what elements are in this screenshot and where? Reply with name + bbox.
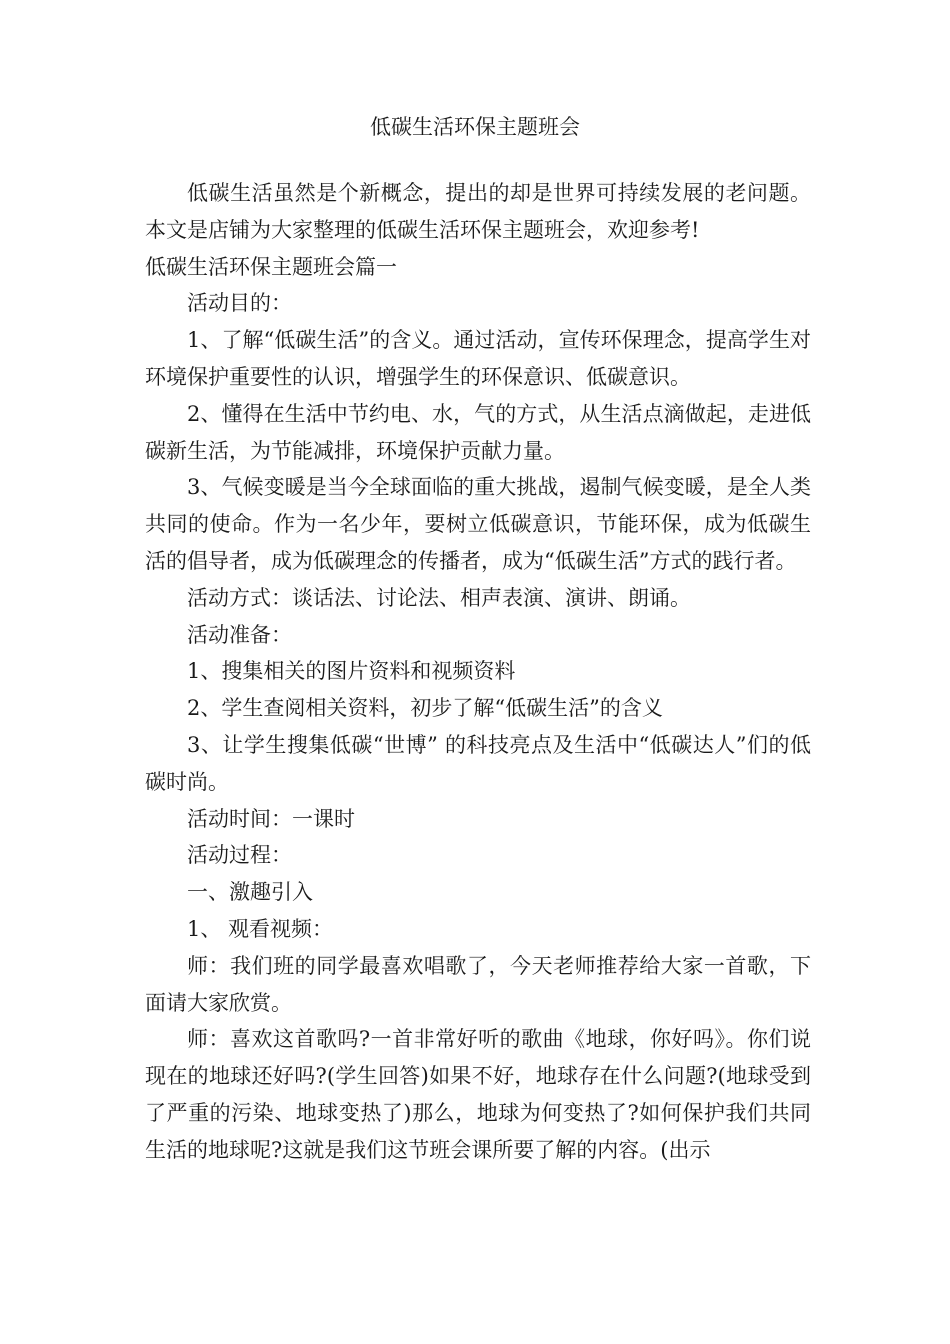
paragraph: 1、搜集相关的图片资料和视频资料 (187, 659, 516, 684)
paragraph: 活动目的： (187, 291, 292, 316)
document-body (145, 175, 811, 1169)
paragraph: 低碳生活虽然是个新概念，提出的却是世界可持续发展的老问题。本文是店铺为大家整理的低碳生活环保主题班会，欢迎参考! (145, 181, 811, 242)
paragraph: 活动方式：谈话法、讨论法、相声表演、演讲、朗诵。 (187, 585, 691, 610)
paragraph: 师：喜欢这首歌吗?一首非常好听的歌曲《地球，你好吗》。你们说现在的地球还好吗?(学生回答)如果不好，地球存在什么问题?(地球受到了严重的污染、地球变热了)那么，地球为何变热了?如何保护我们共同生活的地球呢?这就是我们这节班会课所要了解的内容。(出示 (145, 1027, 811, 1162)
paragraph: 一、激趣引入 (187, 880, 313, 905)
paragraph: 3、气候变暖是当今全球面临的重大挑战，遏制气候变暖，是全人类共同的使命。作为一名少年，要树立低碳意识，节能环保，成为低碳生活的倡导者，成为低碳理念的传播者，成为“低碳生活”方式的践行者。 (145, 475, 811, 573)
paragraph: 师：我们班的同学最喜欢唱歌了，今天老师推荐给大家一首歌，下面请大家欣赏。 (145, 953, 811, 1015)
paragraph: 2、学生查阅相关资料，初步了解“低碳生活”的含义 (187, 696, 663, 721)
paragraph: 2、懂得在生活中节约电、水，气的方式，从生活点滴做起，走进低碳新生活，为节能减排，环境保护贡献力量。 (145, 401, 811, 463)
paragraph: 活动时间：一课时 (187, 806, 355, 831)
paragraph: 1、 观看视频： (187, 916, 334, 941)
paragraph: 3、让学生搜集低碳“世博” 的科技亮点及生活中“低碳达人”们的低碳时尚。 (145, 732, 811, 794)
paragraph: 活动过程： (187, 843, 292, 868)
paragraph: 1、了解“低碳生活”的含义。通过活动，宣传环保理念，提高学生对环境保护重要性的认识，增强学生的环保意识、低碳意识。 (145, 328, 811, 389)
paragraph: 活动准备： (187, 622, 292, 647)
paragraph: 低碳生活环保主题班会篇一 (145, 254, 397, 279)
page-title: 低碳生活环保主题班会 (370, 115, 580, 139)
